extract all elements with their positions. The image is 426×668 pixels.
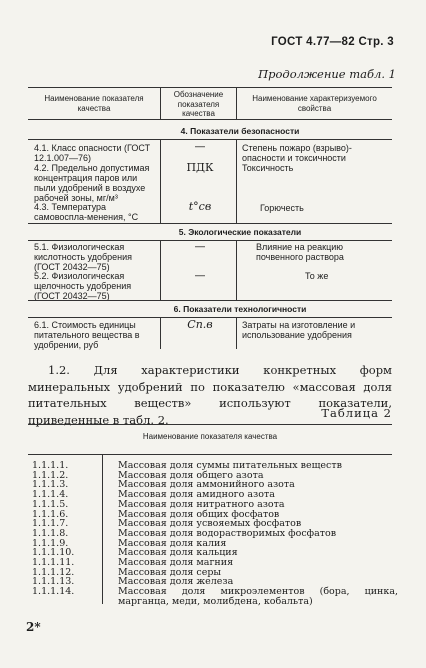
- row-text: Массовая доля серы: [118, 566, 221, 578]
- section-title: 6. Показатели технологичности: [173, 304, 307, 314]
- indicator-property: Степень пожаро (взрыво)-опасности и токсичности: [242, 143, 352, 163]
- row-text: Массовая доля общих фосфатов: [118, 508, 280, 520]
- row-text: Массовая доля амидного азота: [118, 489, 275, 501]
- indicator-name: 5.2. Физиологическая щелочность удобрения (ГОСТ 20432—75): [34, 271, 132, 301]
- column-divider: [236, 317, 237, 349]
- column-divider: [160, 139, 161, 223]
- row-text: Массовая доля аммонийного азота: [118, 479, 295, 491]
- table1-col2-header: Обозначение показателя качества: [173, 90, 224, 118]
- section-title: 4. Показатели безопасности: [180, 126, 300, 136]
- indicator-property: Горючесть: [260, 203, 304, 213]
- indicator-symbol: Сп.в: [187, 318, 213, 331]
- row-code: 1.1.1.6.: [32, 508, 69, 520]
- row-text: Массовая доля суммы питательных веществ: [118, 460, 342, 471]
- table2-top-rule: [28, 424, 392, 425]
- table1-header-rule: [28, 119, 392, 120]
- row-code: 1.1.1.3.: [32, 479, 69, 491]
- row-text: Массовая доля магния: [118, 557, 234, 568]
- column-divider: [236, 139, 237, 223]
- table2-label: Таблица 2: [321, 406, 392, 420]
- indicator-symbol: —: [194, 269, 206, 282]
- row-code: 1.1.1.13.: [32, 576, 75, 588]
- continuation-label: Продолжение табл. 1: [258, 67, 396, 81]
- row-code: 1.1.1.10.: [32, 547, 75, 559]
- column-divider: [236, 240, 237, 300]
- row-text: Массовая доля нитратного азота: [118, 498, 285, 510]
- row-code: 1.1.1.14.: [32, 586, 75, 598]
- indicator-property: Влияние на реакцию почвенного раствора: [256, 242, 344, 262]
- indicator-symbol: ПДК: [186, 161, 214, 174]
- table1-top-rule: [28, 87, 392, 88]
- row-text: Массовая доля кальция: [118, 547, 238, 559]
- body-paragraph: 1.2. Для характеристики конкретных форм минеральных удобрений по показателю «массовая доля питательных веществ» используют показатели, приведенные в табл. 2.: [28, 363, 392, 427]
- row-text: Массовая доля водорастворимых фосфатов: [118, 527, 337, 539]
- table2-col-divider: [102, 454, 103, 604]
- indicator-name: 5.1. Физиологическая кислотность удобрения (ГОСТ 20432—75): [34, 242, 133, 272]
- page-header: ГОСТ 4.77—82 Стр. 3: [271, 36, 394, 48]
- row-text: Массовая доля железа: [118, 576, 234, 588]
- row-code: 1.1.1.4.: [32, 489, 69, 501]
- table1-col3-header: Наименование характеризуемого свойства: [252, 94, 377, 113]
- indicator-name: 6.1. Стоимость единицы питательного вещества в удобрении, руб: [34, 320, 140, 350]
- indicator-property: То же: [305, 271, 329, 281]
- row-code: 1.1.1.8.: [32, 527, 69, 539]
- section-title: 5. Экологические показатели: [178, 227, 302, 237]
- row-code: 1.1.1.5.: [32, 498, 69, 510]
- indicator-symbol: —: [194, 240, 206, 253]
- row-code: 1.1.1.7.: [32, 518, 69, 530]
- indicator-symbol: t°св: [188, 200, 212, 213]
- table1-col1-header: Наименование показателя качества: [44, 94, 144, 113]
- row-code: 1.1.1.11.: [32, 557, 75, 568]
- row-text: Массовая доля общего азота: [118, 469, 264, 481]
- row-code: 1.1.1.12.: [32, 566, 75, 578]
- section-rule: [28, 300, 392, 301]
- row-text: Массовая доля микроэлементов (бора, цинка, марганца, меди, молибдена, кобальта): [118, 586, 398, 607]
- indicator-property: Затраты на изготовление и использование удобрения: [242, 320, 356, 340]
- column-divider: [160, 240, 161, 300]
- row-text: Массовая доля усвояемых фосфатов: [118, 518, 302, 530]
- indicator-name: 4.2. Предельно допустимая концентрация паров или пыли удобрений в воздухе рабочей зоны, мг/м³: [34, 163, 150, 203]
- section-rule: [28, 223, 392, 224]
- table2-header-rule: [28, 454, 392, 455]
- indicator-property: Токсичность: [242, 163, 294, 173]
- row-code: 1.1.1.9.: [32, 537, 69, 549]
- row-code: 1.1.1.1.: [32, 460, 69, 471]
- page-number: 2*: [26, 620, 41, 634]
- row-text: Массовая доля калия: [118, 537, 227, 549]
- indicator-name: 4.3. Температура самовоспла-менения, °С: [34, 202, 139, 222]
- table2-header: Наименование показателя качества: [142, 432, 278, 441]
- column-divider: [160, 317, 161, 349]
- indicator-name: 4.1. Класс опасности (ГОСТ 12.1.007—76): [34, 143, 151, 163]
- indicator-symbol: —: [194, 140, 206, 153]
- row-code: 1.1.1.2.: [32, 469, 69, 481]
